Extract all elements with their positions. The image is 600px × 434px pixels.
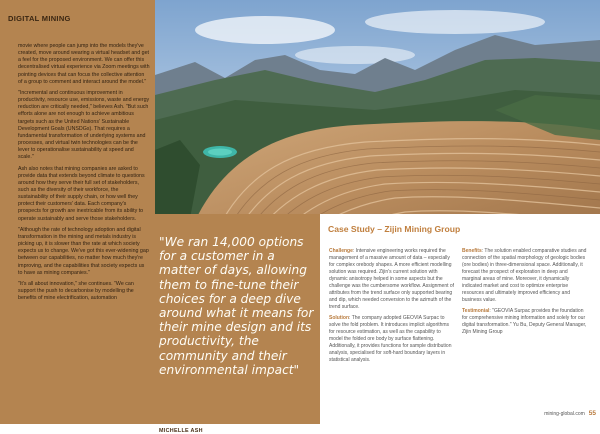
case-study-box (320, 214, 600, 424)
mine-landscape-illustration (155, 0, 600, 245)
solution-paragraph (329, 315, 455, 364)
left-text-column (0, 0, 155, 424)
paragraph: movie where people can jump into the models they've created, move around wearing a virtual headset and get a feel for the proposed environment. We can offer this decentralised virtual experience via Zoom meetings with pointing devices that can focus the collective attention of a group to comment and interact around the model." (18, 43, 150, 85)
open-pit-mine-photo (155, 0, 600, 245)
footer-site: mining-global.com (544, 411, 585, 417)
quote-text: "We ran 14,000 options for a customer in a matter of days, allowing them to fine-tune their choices for a deep dive around what it means for their mine design and its productivity, the community and their environmental impact" (159, 235, 314, 377)
article-body (18, 43, 150, 306)
benefits-paragraph (462, 248, 588, 304)
case-study-title: Case Study – Zijin Mining Group (328, 224, 461, 234)
paragraph: "It's all about innovation," she continues. "We can support the push to decarbonise by modelling the benefits of mine electrification, automation (18, 280, 134, 302)
paragraph: "Incremental and continuous improvement in productivity, resource use, emissions, waste and energy reduction are critically needed," believes Ash. "But such efforts alone are not enough to achieve ambitious targets such as the United Nations' Sustainable Development Goals (UNSDGs). That requires a fundamental transformation of underlying systems and processes, and virtual twin technologies can be the lever to operationalise sustainability at speed and scale." (18, 89, 150, 161)
section-title: DIGITAL MINING (8, 14, 71, 23)
quote-author: MICHELLE ASH (159, 428, 203, 434)
case-study-column-left (329, 248, 455, 368)
benefits-text: : The solution enabled comparative studies and connection of the spatial morphology of geologic bodies (ore bodies) in three-dimensional space. Additionally, it forecast the prospect of exploration in deep and marginal areas of mine. Moreover, it dynamically indicated market and cost to optimize enterprise resources and ultimately improved efficiency and business value. (462, 248, 587, 303)
paragraph: Ash also notes that mining companies are asked to provide data that extends beyond climate to questions around how they serve their full set of stakeholders, such as the diversity of their workforce, the sustainability of their supply chain, or how well they protect their customers' data. Each company's prospects for growth are inextricable from its ability to operate sustainably and serve those stakeholders. (18, 165, 145, 222)
case-study-column-right (462, 248, 588, 340)
challenge-paragraph (329, 248, 455, 311)
paragraph: "Although the rate of technology adoption and digital transformation in the mining and metals industry is picking up, it is slower than the rate at which society expects us to change. We've got this ever-widening gap between our capabilities, no matter how much they're improving, and the capabilities that society expects us to have as mining companies." (18, 226, 149, 276)
testimonial-text: : "GEOVIA Surpac provides the foundation for comprehensive mining information and solely for our digital transformation." Yu Bu, Deputy General Manager, Zijin Mining Group (462, 308, 587, 335)
testimonial-label: Testimonial (462, 308, 490, 314)
challenge-label: Challenge (329, 248, 353, 254)
page-number: 55 (588, 410, 596, 417)
challenge-text: : Intensive engineering works required the management of a massive amount of data – especially for complex orebody shapes. A more efficient modelling solution was required. Zijin's current solution with dynamic anisotropy helped in some aspects but the challenge was the cumbersome workflow. Assignment of attributes from the trend surface only supported bearing and dip, which needed conversion to the azimuth of the trend surface. (329, 248, 455, 310)
page-footer (544, 410, 596, 417)
solution-label: Solution (329, 315, 349, 321)
solution-text: : The company adopted GEOVIA Surpac to solve the fold problem. It introduces implicit algorithms for resource estimation, as well as the capability to model the folded ore body by surface flattening. Additionally, it provides functions for sample distribution analysis, specialised for soft-hard boundary layers in statistical analysis. (329, 315, 452, 363)
benefits-label: Benefits (462, 248, 482, 254)
testimonial-paragraph (462, 308, 588, 336)
pull-quote (155, 214, 320, 434)
